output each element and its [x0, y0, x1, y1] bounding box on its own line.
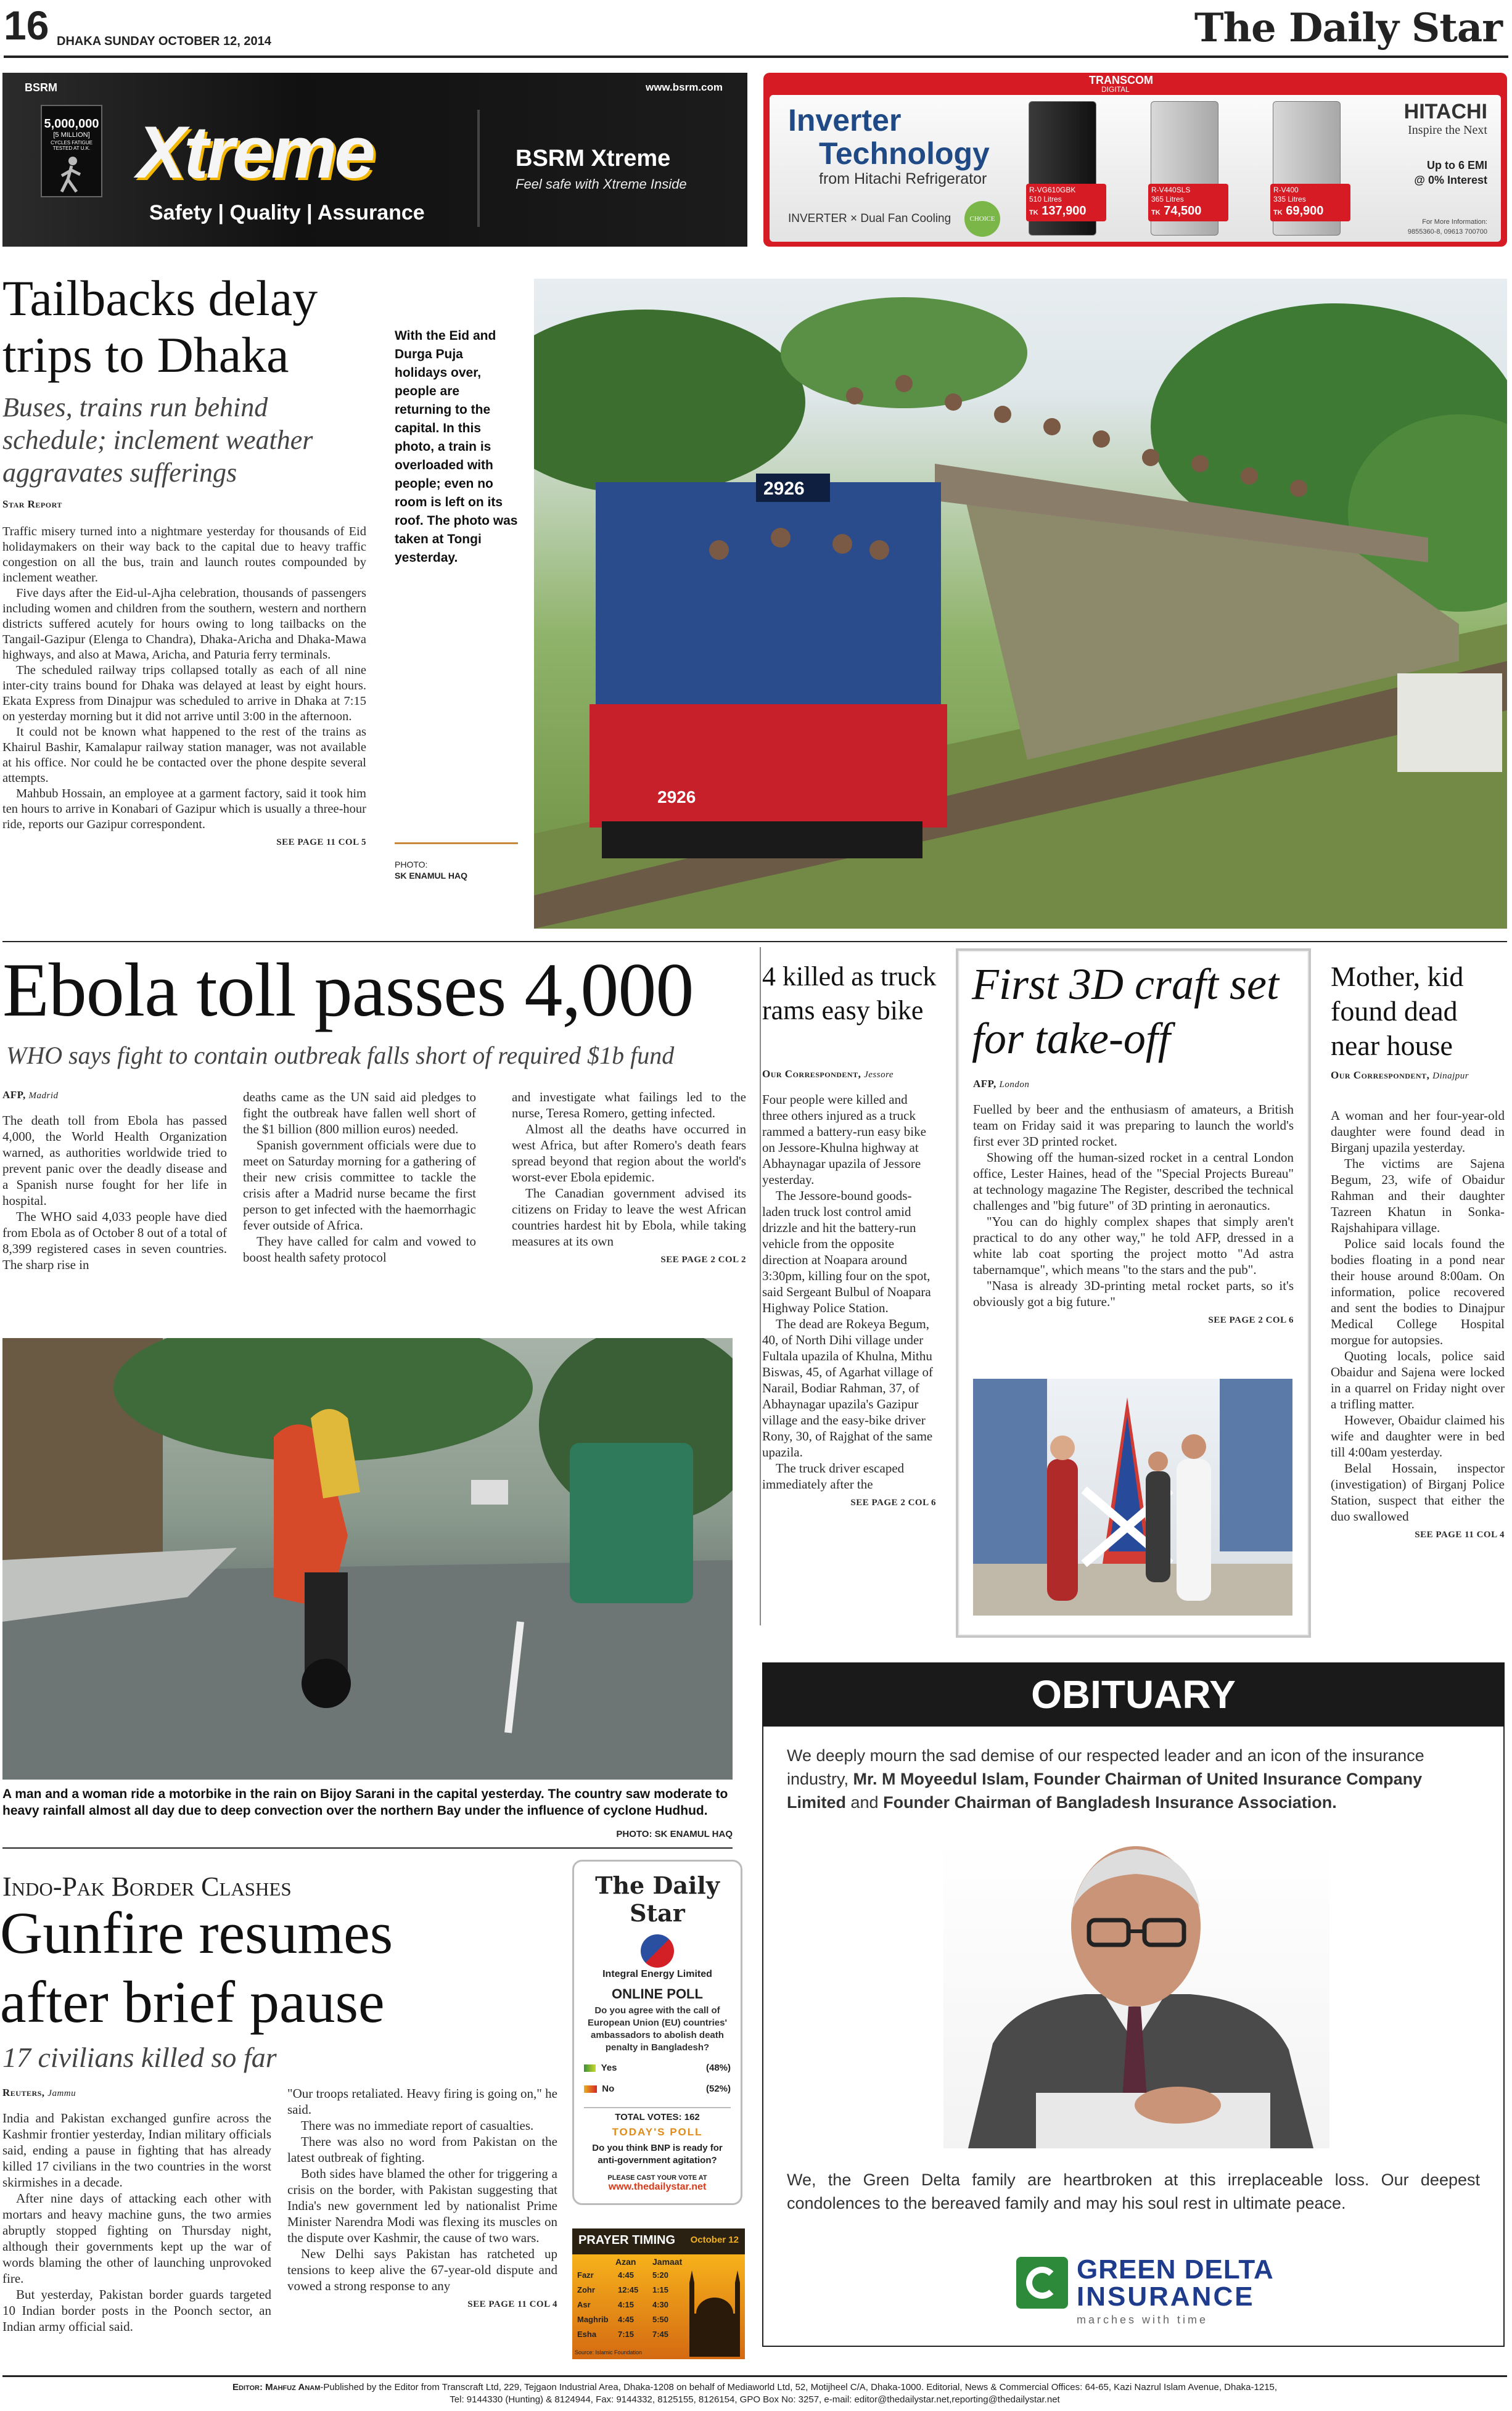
prayer-row: Maghrib 4:45 5:50 [577, 2315, 669, 2324]
story-ebola-deck: WHO says fight to contain outbreak falls short of required $1b fund [6, 1041, 675, 1069]
story-truck-byline: Our Correspondent, Jessore [762, 1068, 894, 1080]
bsrm-url[interactable]: www.bsrm.com [645, 81, 723, 93]
ad-hitachi[interactable]: TRANSCOM DIGITAL Inverter Technology from Hitachi Refrigerator INVERTER × Dual Fan Cooling CHOICE HITACHI Inspire the Next Up to 6 EMI @ 0% Interest For More Information: 9855360-8, 09613 700700 R-VG610GBK 510 Litres TK 137,900 R-V440SLS 365 Litres TK 74,500 R-V400 335 Litres TK 69,900 [763, 73, 1507, 247]
obituary-text: We deeply mourn the sad demise of our respected leader and an icon of the insurance industry, Mr. M Moyeedul Islam, Founder Chairman of United Insurance Company Limited and Founder Chairman of Bangladesh Insurance Association. [787, 1746, 1424, 1812]
story-mother-byline: Our Correspondent, Dinajpur [1331, 1069, 1469, 1081]
story-tailbacks-headline: Tailbacks delay trips to Dhaka [2, 270, 318, 383]
story-truck-body: Four people were killed and three others injured as a truck rammed a battery-run easy bike on Jessore-Khulna highway at Abhaynagar upazila of Jessore yesterday. The Jessore-bound goods-laden truck lost control amid drizzle and hit the battery-run vehicle from the opposite direction at Noapara around 3:30pm, killing four on the spot, said Sergeant Bulbul of Noapara Highway Police Station. The dead are Rokeya Begum, 40, of North Dihi village under Fultala upazila of Khulna, Mithu Biswas, 45, of Agarhat village of Narail, Bodiar Rahman, 37, of Abhaynagar upazila's Gazipur village and the easy-bike driver Rony, 30, of Rajghat of the same upazila. The truck driver escaped immediately after the SEE PAGE 2 COL 6 [762, 1091, 936, 1511]
story-border-kicker: Indo-Pak Border Clashes [2, 1871, 292, 1902]
green-delta-name: GREEN DELTA [1077, 2254, 1274, 2285]
see-page-link[interactable]: SEE PAGE 11 COL 4 [467, 2299, 557, 2309]
see-page-link[interactable]: SEE PAGE 11 COL 4 [1415, 1530, 1505, 1540]
obituary-condolence: We, the Green Delta family are heartbroken at this irreplaceable loss. Our deepest condolences to the bereaved family and may his soul rest in ultimate peace. [787, 2171, 1480, 2212]
story-mother-headline: Mother, kid found dead near house [1331, 961, 1464, 1061]
train-photo [534, 279, 1507, 929]
hitachi-brand: HITACHI [1403, 100, 1487, 123]
story-tailbacks-deck: Buses, trains run behind schedule; inclement weather aggravates sufferings [2, 392, 313, 488]
rocket-photo [973, 1379, 1292, 1616]
story-3d-craft-byline: AFP, London [973, 1078, 1030, 1090]
svg-text:2926: 2926 [657, 787, 696, 807]
ad-bsrm[interactable] [2, 73, 747, 247]
hitachi-headline1: Inverter [788, 103, 902, 138]
train-caption: With the Eid and Durga Puja holidays over, people are returning to the capital. In this photo, a train is overloaded with people; even no room is left on its roof. The photo was taken at Tongi yesterday. [395, 329, 518, 565]
story-tailbacks-body: Traffic misery turned into a nightmare yesterday for thousands of Eid holidaymakers on their way back to the capital due to heavy traffic congestion on all the bus, train and launch routes compounded by inclement weather. Five days after the Eid-ul-Ajha celebration, thousands of passengers including women and children from the southern, western and northern districts suffered acutely for hours owing to long tailbacks on the Tangail-Gazipur (Elenga to Chandra), Dhaka-Aricha and Dhaka-Mawa highways, and also at Mawa, Aricha, and Paturia ferry terminals. The scheduled railway trips collapsed totally as each of all nine inter-city trains bound for Dhaka was delayed at least by eight hours. Ekata Express from Dinajpur was scheduled to arrive in Dhaka at 7:15 on yesterday morning but it did not arrive until 3:00 in the afternoon. It could not be known what happened to the rest of the trains as Khairul Bashir, Kamalapur railway station manager, was not available at his office. Nor could he be contacted over the phone despite several attempts. Mahbub Hossain, an employee at a garment factory, said it took him ten hours to arrive in Konabari of Gazipur which is usually a three-hour ride, reports our Gazipur correspondent. SEE PAGE 11 COL 5 [2, 524, 366, 850]
story-3d-craft-headline: First 3D craft set for take-off [972, 959, 1279, 1063]
footer-imprint: Editor: Mahfuz Anam-Published by the Editor from Transcraft Ltd, 229, Tejgaon Industrial Area, Dhaka-1208 on behalf of Mediaworld Ltd, 52, Motijheel C/A, Dhaka-1000. Editorial, News & Commercial Offices: 64-65, Kazi Nazrul Islam Avenue, Dhaka-1215, Tel: 9144330 (Hunting) & 8124944, Fax: 9144332, 8125155, 8126154, GPO Box No: 3257, e-mail: editor@thedailystar.net,reporting@thedailystar.net [232, 2382, 1278, 2405]
story-border-col2: "Our troops retaliated. Heavy firing is going on," he said. There was no immediate report of casualties. There was also no word from Pakistan on the latest outbreak of fighting. Both sides have blamed the other for triggering a crisis on the border, with Pakistan suggesting that India's new government led by nationalist Prime Minister Narendra Modi was flexing its muscles on the dispute over Kashmir, the cause of two wars. New Delhi says Pakistan has ratcheted up tensions to keep alive the 67-year-old dispute and vowed a strong response to any SEE PAGE 11 COL 4 [287, 2085, 557, 2312]
rain-caption: A man and a woman ride a motorbike in the rain on Bijoy Sarani in the capital yesterday. The country saw moderate to heavy rainfall almost all day due to deep convection over the northern Bay under the influence of cyclone Hudhud. [2, 1787, 728, 1818]
story-ebola-headline: Ebola toll passes 4,000 [2, 948, 694, 1032]
fatigue-badge: 5,000,000 [5 MILLION] CYCLES FATIGUE TESTED AT U.K. [41, 105, 102, 197]
story-ebola-byline: AFP, Madrid [2, 1089, 59, 1101]
see-page-link[interactable]: SEE PAGE 2 COL 2 [660, 1255, 746, 1265]
mosque-icon [687, 2258, 742, 2357]
bsrm-tagline2: Feel safe with Xtreme Inside [516, 176, 687, 192]
story-border-byline: Reuters, Jammu [2, 2087, 76, 2098]
online-poll-box: The Daily Star Integral Energy Limited ONLINE POLL Do you agree with the call of European Union (EU) countries' ambassadors to abolish death penalty in Bangladesh? Yes (48%) No (52%) TOTAL VOTES: 162 TODAY'S POLL Do you think BNP is ready for anti-government agitation? PLEASE CAST YOUR VOTE AT www.thedailystar.net [572, 1860, 742, 2205]
page-number: 16 [4, 2, 49, 48]
xtreme-logo: Xtreme [137, 111, 373, 194]
see-page-link[interactable]: SEE PAGE 11 COL 5 [276, 837, 366, 847]
rain-credit: PHOTO: SK ENAMUL HAQ [616, 1829, 733, 1839]
rain-photo [2, 1338, 733, 1780]
story-border-col1: India and Pakistan exchanged gunfire across the Kashmir frontier yesterday, Indian military officials said, ending a pause in fighting that has already killed 17 civilians in the two countries in the worst skirmishes in a decade. After nine days of attacking each other with mortars and heavy machine guns, the two armies abruptly stopped fighting on Thursday night, although their governments kept up the war of words blaming the other of launching unprovoked fire. But yesterday, Pakistan border guards targeted 10 Indian border posts in the Poonch sector, an Indian army official said. [2, 2111, 271, 2334]
hitachi-headline2: Technology [819, 136, 990, 171]
poll-vote-link[interactable]: www.thedailystar.net [608, 2182, 707, 2192]
prayer-row: Zohr 12:45 1:15 [577, 2285, 669, 2294]
runner-icon [53, 155, 90, 198]
story-ebola-col3: and investigate what failings led to the nurse, Teresa Romero, getting infected. Almost all the deaths have occurred in west Africa, but after Romero's death fears spread beyond that region about the world's worst-ever Ebola epidemic. The Canadian government advised its citizens on Friday to leave the west African countries hardest hit by Ebola, while taking measures at its own SEE PAGE 2 COL 2 [512, 1089, 746, 1268]
fridge-price-tag: R-V440SLS 365 Litres TK 74,500 [1148, 184, 1228, 221]
story-border-headline1: Gunfire resumes [0, 1900, 393, 1966]
story-ebola-col1: The death toll from Ebola has passed 4,000, the World Health Organization warned, as authorities worldwide tried to prevent panic over the deadly disease and a Spanish nurse fought for her life in hospital. The WHO said 4,033 people have died from Ebola as of October 8 out of a total of 8,399 registered cases in seven countries. The sharp rise in [2, 1113, 227, 1272]
story-tailbacks-byline: Star Report [2, 498, 62, 510]
prayer-row: Asr 4:15 4:30 [577, 2300, 669, 2309]
story-mother-body: A woman and her four-year-old daughter were found dead in Birganj upazila yesterday. The victims are Sajena Begum, 23, wife of Obaidur Rahman and their daughter Tazreen Khatun in Sonka-Rajshahipara village. Police said locals found the bodies floating in a pond near their house around 8:00am. On information, police recovered and sent the bodies to Dinajpur Medical College Hospital morgue for autopsies. Quoting locals, police said Obaidur and Sajena were locked in a quarrel on Friday night over a trifling matter. However, Obaidur claimed his wife and daughter were in bed till 4:00am yesterday. Belal Hossain, inspector (investigation) of Birganj Police Station, suspect that either the duo swallowed SEE PAGE 11 COL 4 [1331, 1107, 1505, 1543]
bsrm-tagline: Safety | Quality | Assurance [149, 201, 425, 224]
paper-logo: The Daily Star [1194, 5, 1502, 51]
poll-no-bar [584, 2085, 597, 2093]
svg-text:2926: 2926 [763, 479, 805, 499]
fridge-price-tag: R-V400 335 Litres TK 69,900 [1270, 184, 1350, 221]
obituary-title: OBITUARY [762, 1662, 1505, 1727]
story-truck-headline: 4 killed as truck rams easy bike [762, 961, 937, 1025]
prayer-row: Esha 7:15 7:45 [577, 2330, 669, 2339]
poll-paper-logo: The Daily Star [595, 1871, 720, 1927]
green-delta-logo-icon [1016, 2257, 1068, 2309]
story-ebola-col2: deaths came as the UN said aid pledges to fight the outbreak have fallen well short of the $1 billion (800 million euros) needed. Spanish government officials were due to meet on Saturday morning for a gathering of their new crisis committee to tackle the crisis after a Madrid nurse became the first person to get infected with the haemorrhagic fever outside of Africa. They have called for calm and vowed to boost health safety protocol [243, 1090, 476, 1265]
dateline: DHAKA SUNDAY OCTOBER 12, 2014 [57, 35, 271, 48]
obituary-portrait [943, 1840, 1329, 2148]
story-3d-craft-body: Fuelled by beer and the enthusiasm of amateurs, a British team on Friday said it was preparing to launch the world's first ever 3D printed rocket. Showing off the human-sized rocket in a central London office, Lester Haines, head of the "Special Projects Bureau" at technology magazine The Register, described the technical challenges and "big future" of 3D printing in aeronautics. "You can do highly complex shapes that simply aren't practical to do any other way," he told AFP, dressed in a white lab coat sporting the project motto "Ad astra tabernamque", which means "to the stars and the pub". "Nasa is already 3D-printing metal rocket parts, so it's obviously got a big future." SEE PAGE 2 COL 6 [973, 1101, 1294, 1328]
prayer-timing-box: PRAYER TIMING October 12 Azan Jamaat Fazr 4:45 5:20 Zohr 12:45 1:15 Asr 4:15 4:30 Maghrib 4:45 5:50 Esha 7:15 7:45 Source: Islamic Foundation [572, 2228, 745, 2359]
bsrm-logo2: BSRM Xtreme [516, 146, 671, 171]
poll-yes-bar [584, 2064, 596, 2072]
see-page-link[interactable]: SEE PAGE 2 COL 6 [1208, 1315, 1294, 1325]
prayer-row: Fazr 4:45 5:20 [577, 2270, 669, 2280]
see-page-link[interactable]: SEE PAGE 2 COL 6 [850, 1498, 936, 1508]
integral-logo-icon [641, 1934, 674, 1968]
story-border-headline2: after brief pause [0, 1969, 385, 2035]
choice-badge: CHOICE [964, 201, 1000, 237]
fridge-price-tag: R-VG610GBK 510 Litres TK 137,900 [1026, 184, 1106, 221]
bsrm-brand: BSRM [25, 81, 57, 94]
story-border-deck: 17 civilians killed so far [2, 2042, 277, 2073]
prayer-table [575, 2268, 681, 2342]
